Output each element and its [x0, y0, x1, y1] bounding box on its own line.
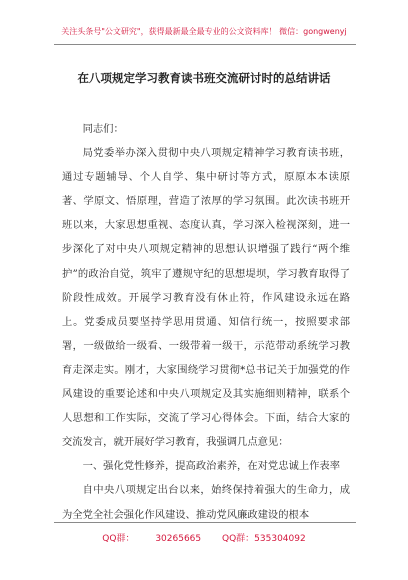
header-banner: 关注头条号"公文研究"，获得最新最全最专业的公文资料库！ 微信：gongwenyj — [61, 27, 347, 36]
body-paragraph-section-1: 自中央八项规定出台以来，始终保持着强大的生命力，成为全党全社会强化作风建设、推动党风廉政建设的根本 — [62, 484, 350, 521]
document-title: 在八项规定学习教育读书班交流研讨时的总结讲话 — [77, 71, 331, 85]
header-divider — [54, 44, 356, 45]
footer-divider — [54, 522, 356, 523]
document-body — [62, 117, 350, 527]
salutation: 同志们： — [82, 123, 124, 135]
section-heading-1: 一、强化党性修养，提高政治素养，在对党忠诚上作表率 — [82, 460, 341, 473]
footer-contact: QQ群： 30265665 QQ群：535304092 — [102, 534, 306, 544]
body-paragraph-intro: 局党委举办深入贯彻中央八项规定精神学习教育读书班，通过专题辅导、个人自学、集中研讨等方式，原原本本读原著、学原文、悟原理，营造了浓厚的学习氛围。此次读书班开班以来，大家思想重视、态度认真，学习深入检视深刻，进一步深化了对中央八项规定精神的思想认识增强了践行“两个维护”的政治自觉，筑牢了遵规守纪的思想堤坝，学习教育取得了阶段性成效。开展学习教育没有休止符，作风建设永远在路上。党委成员要坚持学思用贯通、知信行统一，按照要求部署，一级做给一级看、一级带着一级干，示范带动系统学习教育走深走实。刚才，大家围绕学习贯彻*总书记关于加强党的作风建设的重要论述和中央八项规定及其实施细则精神，联系个人思想和工作实际，交流了学习心得体会。下面，结合大家的交流发言，就开展好学习教育，我强调几点意见： — [62, 147, 350, 449]
